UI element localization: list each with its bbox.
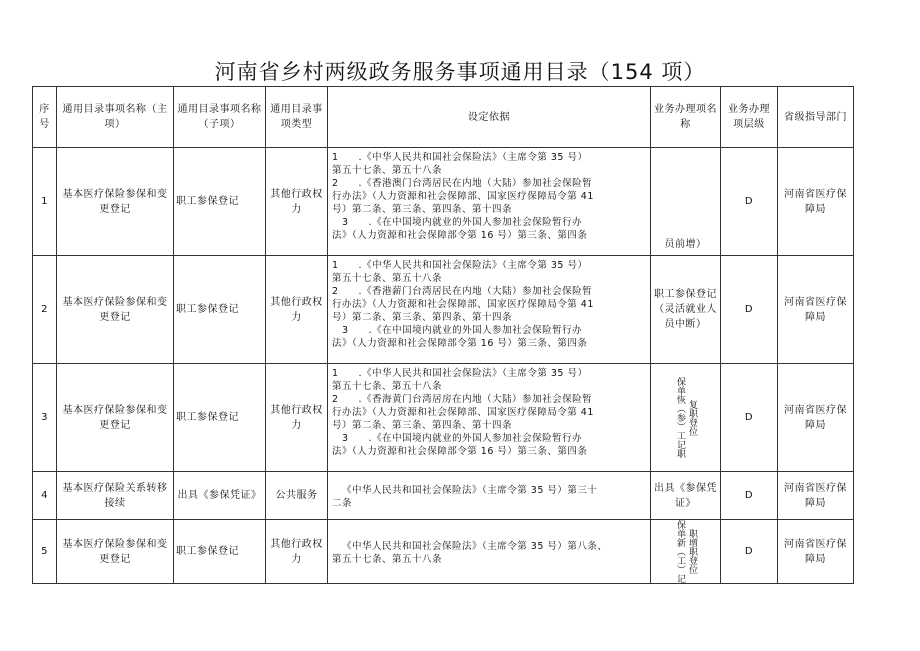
biz-name-vertical [653, 520, 718, 583]
cell-level: D [721, 148, 778, 256]
cell-sub-item: 职工参保登记 [174, 148, 266, 256]
basis-line: 2 .《香海黄门台湾居房在内地（大陆）参加社会保险暂 [332, 394, 593, 405]
cell-no: 3 [33, 364, 57, 472]
cell-biz-name [651, 364, 721, 472]
header-level: 业务办理项层级 [721, 87, 778, 148]
header-basis: 设定依据 [328, 87, 651, 148]
cell-biz-name: 出具《参保凭证》 [651, 472, 721, 520]
cell-sub-item: 职工参保登记 [174, 520, 266, 584]
cell-basis [328, 256, 651, 364]
biz-name-vertical [653, 377, 718, 458]
service-items-table [32, 86, 854, 584]
biz-name-col: 保单新（工）记 [675, 520, 685, 583]
basis-line: 1 .《中华人民共和国社会保险法》（主席令第 35 号） [332, 368, 588, 379]
cell-level: D [721, 364, 778, 472]
basis-line: 3 .《在中国境内就业的外国人参加社会保险暂行办 [342, 217, 583, 228]
header-biz-name: 业务办理项名称 [651, 87, 721, 148]
cell-dept: 河南省医疗保障局 [778, 520, 854, 584]
header-main-item: 通用目录事项名称（主项） [57, 87, 174, 148]
cell-level: D [721, 472, 778, 520]
basis-line: 第五十七条、第五十八条 [332, 381, 443, 392]
basis-line: 第五十七条、第五十八条 [332, 273, 443, 284]
basis-line: 行办法》（人力资源和社会保障部、国家医疗保障局令第 41 [332, 191, 594, 202]
basis-line: 第五十七条、第五十八条 [332, 554, 443, 565]
cell-main-item: 基本医疗保险参保和变更登记 [57, 256, 174, 364]
basis-line: 第五十七条、第五十八条 [332, 165, 443, 176]
cell-no: 2 [33, 256, 57, 364]
cell-dept: 河南省医疗保障局 [778, 364, 854, 472]
cell-basis [328, 364, 651, 472]
biz-name-col: 保单恢（参）工记职 [675, 377, 685, 458]
cell-item-type: 其他行政权力 [266, 148, 328, 256]
cell-sub-item: 职工参保登记 [174, 256, 266, 364]
basis-line: 二条 [332, 498, 353, 509]
cell-main-item: 基本医疗保险参保和变更登记 [57, 520, 174, 584]
basis-line: 号）第二条、第三条、第四条、第十四条 [332, 204, 513, 215]
cell-biz-name [651, 520, 721, 584]
cell-item-type: 其他行政权力 [266, 364, 328, 472]
basis-line: 号）第二条、第三条、第四条、第十四条 [332, 312, 513, 323]
basis-line: 法》（人力资源和社会保障部令第 16 号）第三条、第四条 [332, 338, 588, 349]
basis-line: 号）第二条、第三条、第四条、第十四条 [332, 420, 513, 431]
cell-sub-item: 出具《参保凭证》 [174, 472, 266, 520]
header-sub-item: 通用目录事项名称（子项） [174, 87, 266, 148]
cell-no: 1 [33, 148, 57, 256]
header-dept: 省级指导部门 [778, 87, 854, 148]
cell-dept: 河南省医疗保障局 [778, 472, 854, 520]
basis-line: 法》（人力资源和社会保障部令第 16 号）第三条、第四条 [332, 230, 588, 241]
table-row [33, 256, 854, 364]
cell-no: 4 [33, 472, 57, 520]
basis-line: 3 .《在中国境内就业的外国人参加社会保险暂行办 [342, 325, 583, 336]
header-item-type: 通用目录事项类型 [266, 87, 328, 148]
cell-item-type: 公共服务 [266, 472, 328, 520]
basis-line: 《中华人民共和国社会保险法》（主席令第 35 号）第三十 [342, 485, 598, 496]
basis-line: 3 .《在中国境内就业的外国人参加社会保险暂行办 [342, 433, 583, 444]
basis-line: 《中华人民共和国社会保险法》（主席令第 35 号）第八条、 [342, 541, 608, 552]
page-title: 河南省乡村两级政务服务事项通用目录（154 项） [214, 60, 706, 84]
basis-line: 1 .《中华人民共和国社会保险法》（主席令第 35 号） [332, 260, 588, 271]
table-row [33, 520, 854, 584]
cell-no: 5 [33, 520, 57, 584]
table-row [33, 472, 854, 520]
cell-level: D [721, 256, 778, 364]
basis-line: 行办法》（人力资源和社会保障部、国家医疗保障局令第 41 [332, 299, 594, 310]
cell-sub-item: 职工参保登记 [174, 364, 266, 472]
basis-line: 1 .《中华人民共和国社会保险法》（主席令第 35 号） [332, 152, 588, 163]
cell-main-item: 基本医疗保险参保和变更登记 [57, 364, 174, 472]
table-row [33, 364, 854, 472]
cell-dept: 河南省医疗保障局 [778, 148, 854, 256]
cell-item-type: 其他行政权力 [266, 256, 328, 364]
basis-line: 行办法》（人力资源和社会保障部、国家医疗保障局令第 41 [332, 407, 594, 418]
cell-biz-name: 职工参保登记（灵活就业人员中断） [651, 256, 721, 364]
header-no: 序号 [33, 87, 57, 148]
biz-name-col: 复职登位 [687, 399, 697, 436]
cell-main-item: 基本医疗保险关系转移接续 [57, 472, 174, 520]
basis-line: 2 .《香港薪门台湾居民在内地（大陆）参加社会保险暂 [332, 286, 593, 297]
basis-line: 法》（人力资源和社会保障部令第 16 号）第三条、第四条 [332, 446, 588, 457]
cell-main-item: 基本医疗保险参保和变更登记 [57, 148, 174, 256]
cell-dept: 河南省医疗保障局 [778, 256, 854, 364]
cell-basis [328, 472, 651, 520]
table-row [33, 148, 854, 256]
cell-basis [328, 148, 651, 256]
header-row [33, 87, 854, 148]
cell-biz-name: 员前增） [651, 148, 721, 256]
cell-level: D [721, 520, 778, 584]
cell-basis [328, 520, 651, 584]
basis-line: 2 .《香港澳门台湾居民在内地（大陆）参加社会保险暂 [332, 178, 593, 189]
biz-name-col: 职增职登位 [687, 529, 697, 574]
cell-item-type: 其他行政权力 [266, 520, 328, 584]
